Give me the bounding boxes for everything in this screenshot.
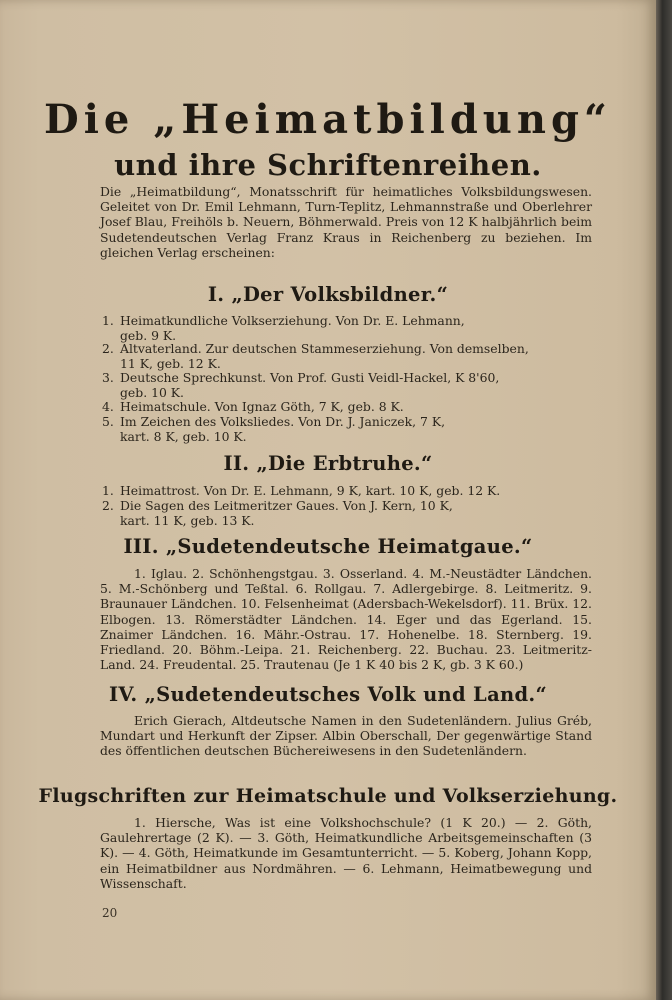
- list-item: 2. Altvaterland. Zur deutschen Stammeserziehung. Von demselben, 11 K, geb. 12 K.: [102, 341, 529, 372]
- section-heading-3: III. „Sudetendeutsche Heimatgaue.“: [123, 535, 533, 558]
- section-heading-4: IV. „Sudetendeutsches Volk und Land.“: [108, 683, 548, 706]
- page-subtitle: und ihre Schriftenreihen.: [114, 148, 542, 182]
- section-heading-2: II. „Die Erbtruhe.“: [223, 452, 433, 475]
- section-heading-1: I. „Der Volksbildner.“: [207, 283, 449, 306]
- list-item: 5. Im Zeichen des Volksliedes. Von Dr. J. Janiczek, 7 K, kart. 8 K, geb. 10 K.: [102, 414, 446, 445]
- list-item: 1. Heimatkundliche Volkserziehung. Von Dr. E. Lehmann, geb. 9 K.: [102, 313, 465, 344]
- page-title: Die „Heimatbildung“: [44, 96, 612, 143]
- intro-paragraph: Die „Heimatbildung“, Monatsschrift für heimatliches Volksbildungswesen. Geleitet von Dr. Emil Lehmann, Turn-Teplitz, Lehmannstraße und Oberlehrer Josef Blau, Freihöls b. Neuern, Böhmerwald. Preis von 12 K halbjährlich beim Sudetendeutschen Verlag Franz Kraus in Reichenberg zu beziehen. Im gleichen Verlag erscheinen:: [100, 184, 592, 260]
- book-spine-edge: [656, 0, 672, 1000]
- list-item: 2. Die Sagen des Leitmeritzer Gaues. Von J. Kern, 10 K, kart. 11 K, geb. 13 K.: [102, 498, 453, 529]
- section-heading-5: Flugschriften zur Heimatschule und Volkserziehung.: [38, 785, 618, 807]
- list-item: 1. Heimattrost. Von Dr. E. Lehmann, 9 K, kart. 10 K, geb. 12 K.: [102, 483, 501, 498]
- page-number: 20: [102, 906, 118, 920]
- section-4-text: Erich Gierach, Altdeutsche Namen in den Sudetenländern. Julius Gréb, Mundart und Herkunft der Zipser. Albin Oberschall, Der gegenwärtige Stand des öffentlichen deutschen Büchereiwesens in den Sudetenländern.: [100, 713, 592, 759]
- list-item: 3. Deutsche Sprechkunst. Von Prof. Gusti Veidl-Hackel, K 8'60, geb. 10 K.: [102, 370, 500, 401]
- section-5-text: 1. Hiersche, Was ist eine Volkshochschule? (1 K 20.) — 2. Göth, Gaulehrertage (2 K). — 3. Göth, Heimatkundliche Arbeitsgemeinschaften (3 K). — 4. Göth, Heimatkunde im Gesamtunterricht. — 5. Koberg, Johann Kopp, ein Heimatbildner aus Nordmähren. — 6. Lehmann, Heimatbewegung und Wissenschaft.: [100, 815, 592, 891]
- section-3-text: 1. Iglau. 2. Schönhengstgau. 3. Osserland. 4. M.-Neustädter Ländchen. 5. M.-Schönberg und Teßtal. 6. Rollgau. 7. Adlergebirge. 8. Leitmeritz. 9. Braunauer Ländchen. 10. Felsenheimat (Adersbach-Wekelsdorf). 11. Brüx. 12. Elbogen. 13. Römerstädter Ländchen. 14. Eger und das Egerland. 15. Znaimer Ländchen. 16. Mähr.-Ostrau. 17. Hohenelbe. 18. Sternberg. 19. Friedland. 20. Böhm.-Leipa. 21. Reichenberg. 22. Buchau. 23. Leitmeritz-Land. 24. Freudental. 25. Trautenau (Je 1 K 40 bis 2 K, gb. 3 K 60.): [100, 566, 592, 673]
- list-item: 4. Heimatschule. Von Ignaz Göth, 7 K, geb. 8 K.: [102, 399, 404, 414]
